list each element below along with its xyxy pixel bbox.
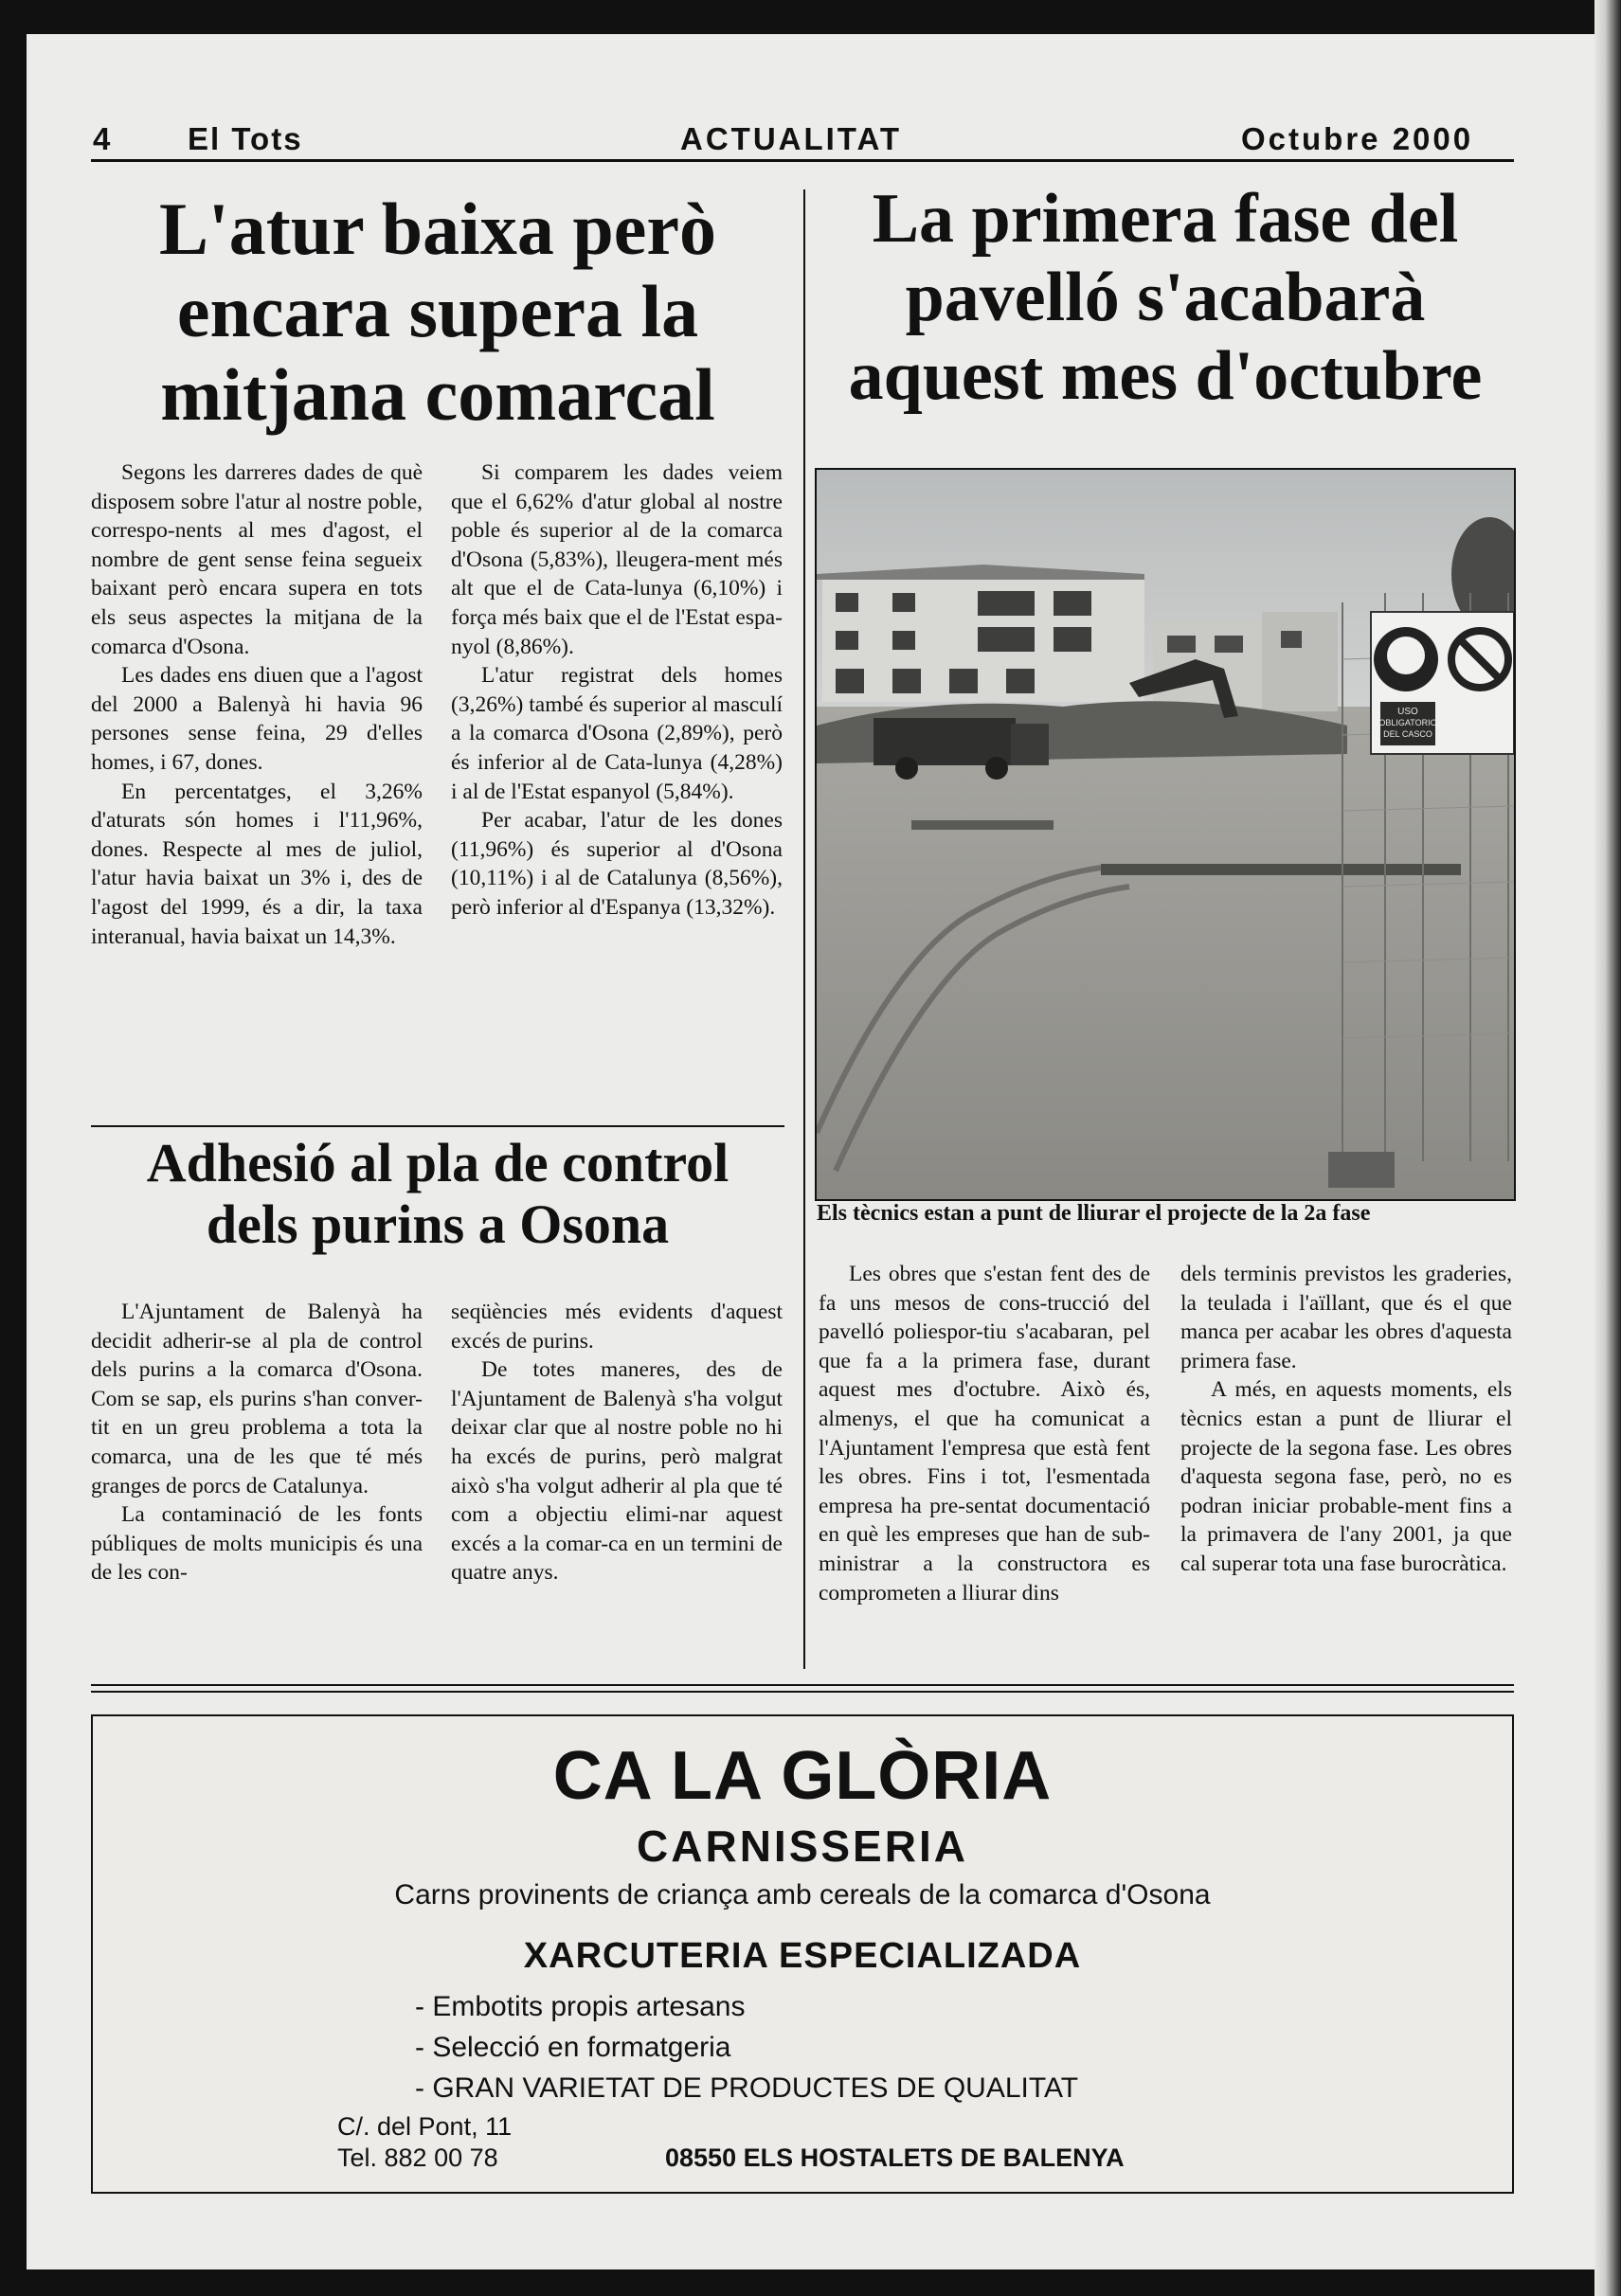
headline-line: La primera fase del — [872, 180, 1459, 258]
section-name: ACTUALITAT — [680, 121, 903, 156]
header-rule — [91, 159, 1514, 162]
pavello-column-1 — [819, 1260, 1150, 1607]
headline-line: dels purins a Osona — [206, 1193, 670, 1255]
atur-column-1 — [91, 458, 423, 951]
shop-address: C/. del Pont, 11 — [337, 2112, 513, 2141]
paragraph: En percentatges, el 3,26% d'aturats són homes i l'11,96%, dones. Respecte al mes de juliol, l'atur havia baixat un 3% i, des de l'agost del 1999, és a dir, la taxa interanual, havia baixat un 14,3%. — [91, 779, 423, 949]
paragraph: L'atur registrat dels homes (3,26%) també és superior al masculí a la comarca d'Osona (2,89%), però és inferior al de Cata-lunya (4,28%) i al de l'Estat espanyol (5,84%). — [451, 663, 783, 804]
issue-date: Octubre 2000 — [1241, 121, 1474, 156]
page-edge — [1594, 0, 1621, 2296]
headline-line: L'atur baixa però — [159, 188, 716, 270]
ad-item: - GRAN VARIETAT DE PRODUCTES DE QUALITAT — [415, 2072, 1079, 2104]
construction-photo — [815, 468, 1516, 1201]
paragraph: dels terminis previstos les graderies, la teulada i l'aïllant, que és el que manca per acabar les obres d'aquesta primera fase. — [1180, 1262, 1512, 1373]
sign-line: DEL CASCO — [1383, 729, 1432, 739]
ad-rule-top — [91, 1684, 1514, 1686]
paragraph: De totes maneres, des de l'Ajuntament de Balenyà s'ha volgut deixar clar que al nostre poble no hi ha excés de purins, però malgrat això s'ha volgut adherir al pla que té com a objectiu elimi-nar aquest excés a la comar-ca en un termini de quatre anys. — [451, 1357, 783, 1586]
ad-rule-bottom — [91, 1691, 1514, 1693]
paragraph: La contaminació de les fonts públiques de molts municipis és una de les con- — [91, 1502, 423, 1586]
headline-line: mitjana comarcal — [160, 352, 715, 436]
ad-item: - Embotits propis artesans — [415, 1991, 746, 2022]
paragraph: seqüències més evidents d'aquest excés de purins. — [451, 1300, 783, 1354]
pavello-headline — [817, 180, 1514, 416]
headline-line: aquest mes d'octubre — [848, 336, 1483, 415]
atur-column-2 — [451, 458, 783, 923]
shop-city: 08550 ELS HOSTALETS DE BALENYA — [665, 2144, 1125, 2172]
column-divider — [803, 189, 805, 1669]
purins-column-2 — [451, 1298, 783, 1587]
shop-specialty: XARCUTERIA ESPECIALIZADA — [523, 1936, 1082, 1976]
paragraph: Les obres que s'estan fent des de fa uns mesos de cons-trucció del pavelló poliespor-tiu s'acabaran, pel que fa a la primera fase, durant aquest mes d'octubre. Això és, almenys, el que ha comunicat a l'Ajuntament l'empresa que està fent les obres. Fins i tot, l'esmentada empresa ha pre-sentat documentació en què les empreses que han de sub-ministrar a la constructora es comprometen a lliurar dins — [819, 1262, 1150, 1605]
pavello-column-2 — [1180, 1260, 1512, 1579]
headline-line: pavelló s'acabarà — [905, 258, 1426, 336]
ad-item: - Selecció en formatgeria — [415, 2032, 731, 2063]
paragraph: A més, en aquests moments, els tècnics estan a punt de lliurar el projecte de la segona fase. Les obres d'aquesta segona fase, però, no es podran iniciar probable-ment fins a la primavera de l'any 2001, ja que cal superar tota una fase burocràtica. — [1180, 1377, 1512, 1576]
photo-caption: Els tècnics estan a punt de lliurar el projecte de la 2a fase — [817, 1201, 1371, 1226]
page-number: 4 — [93, 121, 114, 156]
paragraph: Segons les darreres dades de què disposem sobre l'atur al nostre poble, correspo-nents al mes d'agost, el nombre de gent sense feina segueix baixant però encara supera en tots els seus aspectes la mitjana de la comarca d'Osona. — [91, 460, 423, 659]
purins-headline — [91, 1133, 784, 1256]
headline-line: encara supera la — [176, 270, 699, 353]
paragraph: Si comparem les dades veiem que el 6,62% d'atur global al nostre poble és superior al de la comarca d'Osona (5,83%), lleugera-ment més alt que el de Cata-lunya (6,10%) i força més baix que el de l'Estat espa-nyol (8,86%). — [451, 460, 783, 659]
sign-line: USO — [1397, 707, 1418, 717]
shop-name: CA LA GLÒRIA — [552, 1738, 1053, 1814]
shop-phone: Tel. 882 00 78 — [337, 2144, 498, 2172]
paragraph: Per acabar, l'atur de les dones (11,96%) és superior al d'Osona (10,11%) i al de Catalunya (8,56%), però inferior al d'Espanya (13,32%). — [451, 808, 783, 920]
headline-line: Adhesió al pla de control — [146, 1132, 729, 1193]
purins-column-1 — [91, 1298, 423, 1587]
paragraph: L'Ajuntament de Balenyà ha decidit adherir-se al pla de control dels purins a la comarca d'Osona. Com se sap, els purins s'han conver-tit en un greu problema a tota la comarca, una de les que té més granges de porcs de Catalunya. — [91, 1300, 423, 1498]
publication-name: El Tots — [188, 121, 303, 156]
shop-type: CARNISSERIA — [637, 1821, 968, 1871]
construction-site-image — [817, 470, 1514, 1199]
sign-line: OBLIGATORIO — [1378, 718, 1437, 727]
shop-tagline: Carns provinents de criança amb cereals de la comarca d'Osona — [394, 1879, 1211, 1910]
paragraph: Les dades ens diuen que a l'agost del 2000 a Balenyà hi havia 96 persones sense feina, 29 d'elles homes, i 67, dones. — [91, 663, 423, 775]
advertisement-box — [91, 1714, 1514, 2194]
article-divider — [91, 1125, 784, 1127]
atur-headline — [91, 188, 784, 436]
